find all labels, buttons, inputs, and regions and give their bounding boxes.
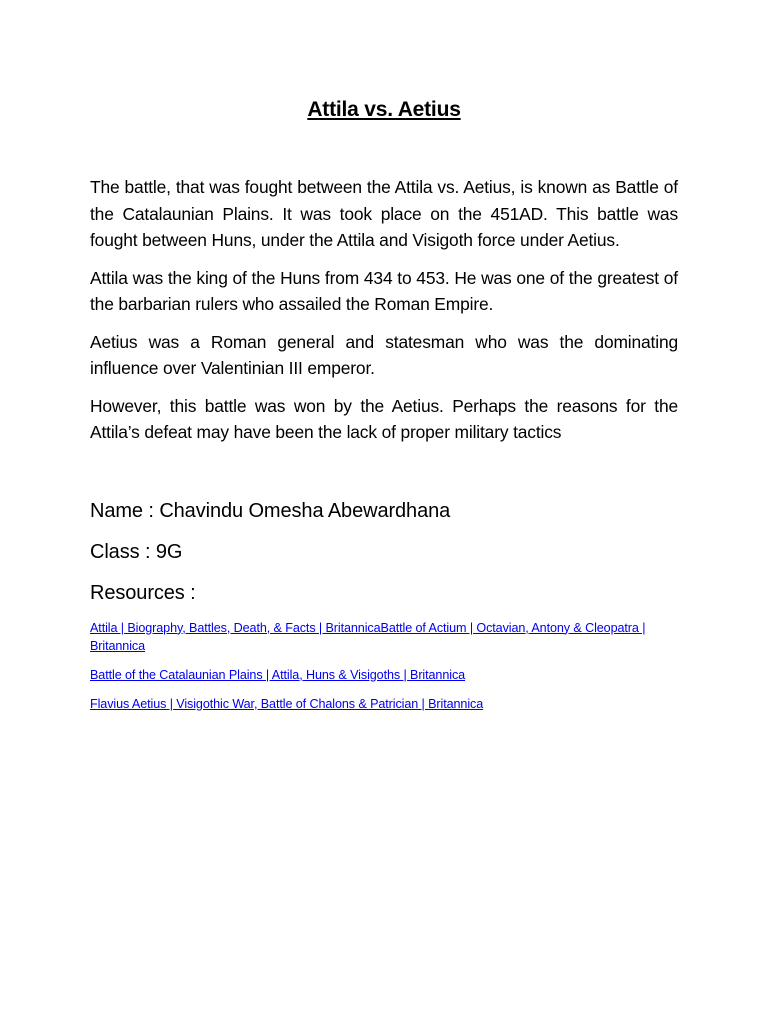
- document-page: [90, 0, 678, 724]
- resources-label: Resources :: [90, 581, 196, 604]
- resource-row-1: [90, 619, 678, 655]
- paragraph-2: Attila was the king of the Huns from 434 to 453. He was one of the greatest of the barbarian rulers who assailed the Roman Empire.: [90, 267, 678, 314]
- paragraph-1: The battle, that was fought between the Attila vs. Aetius, is known as Battle of the Catalaunian Plains. It was took place on the 451AD. This battle was fought between Huns, under the Attila and Visigoth force under Aetius.: [90, 177, 678, 250]
- link-flavius-aetius-britannica[interactable]: Flavius Aetius | Visigothic War, Battle of Chalons & Patrician | Britannica: [90, 696, 484, 711]
- resources-list: [90, 619, 678, 713]
- student-info: [90, 498, 678, 606]
- resource-row-3: [90, 695, 678, 713]
- name-line: Name : Chavindu Omesha Abewardhana: [90, 499, 451, 522]
- class-line: Class : 9G: [90, 540, 183, 563]
- document-title: Attila vs. Aetius: [307, 98, 461, 121]
- resource-row-2: [90, 666, 678, 684]
- link-attila-britannica[interactable]: Attila | Biography, Battles, Death, & Facts | Britannica: [90, 620, 381, 635]
- link-actium-britannica[interactable]: Battle of Actium | Octavian, Antony & Cleopatra | Britannica: [90, 620, 646, 653]
- document-body: [90, 174, 678, 446]
- link-catalaunian-plains-britannica[interactable]: Battle of the Catalaunian Plains | Attila, Huns & Visigoths | Britannica: [90, 667, 466, 682]
- paragraph-4: However, this battle was won by the Aetius. Perhaps the reasons for the Attila’s defeat may have been the lack of proper military tactics: [90, 395, 678, 442]
- paragraph-3: Aetius was a Roman general and statesman who was the dominating influence over Valentinian III emperor.: [90, 331, 678, 378]
